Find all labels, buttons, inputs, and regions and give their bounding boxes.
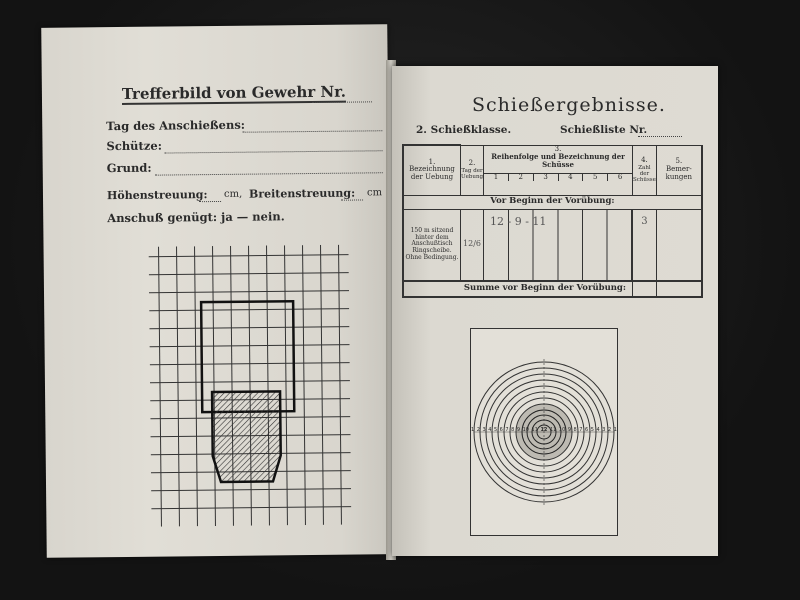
grid-target-diagram	[149, 245, 352, 527]
col5-num: 5.	[675, 157, 683, 166]
field-schuetze: Schütze:	[106, 138, 162, 154]
col5-header	[656, 145, 702, 195]
sum-remarks[interactable]	[656, 281, 702, 297]
hoehenstreuung-label: Höhenstreuung:	[106, 188, 208, 203]
scale-mark: 9	[567, 427, 571, 433]
sum-label: Summe vor Beginn der Vorübung:	[403, 281, 633, 297]
field-tag-line[interactable]	[242, 130, 382, 132]
shot-num-5: 5	[583, 174, 608, 182]
scale-mark: 2	[476, 427, 480, 433]
right-page-title: Schießergebnisse.	[472, 94, 666, 116]
col3-label: Reihenfolge und Bezeichnung der Schüsse	[491, 152, 625, 169]
entry-shots[interactable]: 12 - 9 - 11	[484, 209, 633, 281]
scale-mark: 6	[499, 427, 503, 433]
shot-num-6: 6	[617, 172, 623, 181]
scale-mark: 6	[585, 427, 589, 433]
shot-num-4: 4	[559, 174, 584, 182]
col1-header	[403, 145, 461, 195]
col2-num: 2.	[468, 159, 476, 168]
scale-mark-center: 12	[540, 427, 548, 433]
sum-count[interactable]	[633, 281, 657, 297]
scale-mark: 4	[488, 427, 492, 433]
scale-mark: 1	[471, 427, 475, 433]
scale-mark: 8	[511, 427, 515, 433]
scale-mark: 8	[573, 427, 577, 433]
scale-mark: 4	[596, 427, 600, 433]
col1-num: 1.	[428, 157, 436, 166]
ring-target-box	[470, 328, 618, 536]
entry-date[interactable]: 12/6	[461, 209, 484, 281]
col3-header	[484, 145, 633, 195]
ring-scale	[471, 427, 617, 433]
schiessliste-line[interactable]	[638, 136, 682, 137]
scale-mark: 1	[613, 427, 617, 433]
results-table	[402, 144, 703, 298]
col2-header	[461, 145, 484, 195]
field-schuetze-line[interactable]	[165, 150, 383, 153]
breitenstreuung-label: Breitenstreuung:	[248, 186, 356, 201]
scale-mark: 3	[482, 427, 486, 433]
entry-count[interactable]: 3	[633, 209, 657, 281]
shot-num-3: 3	[534, 174, 559, 182]
scale-mark: 10	[558, 427, 566, 433]
scale-mark: 9	[516, 427, 521, 433]
scale-mark: 10	[522, 427, 529, 433]
shot-num-1: 1	[484, 174, 509, 182]
hatched-zone	[212, 391, 281, 482]
left-page	[41, 24, 393, 558]
col1-label: Bezeichnung der Uebung	[409, 165, 455, 182]
scale-mark: 11	[531, 427, 538, 433]
unit-cm-2: cm	[366, 187, 383, 199]
unit-cm-1: cm,	[223, 188, 243, 200]
schiessklasse-label: 2. Schießklasse.	[416, 124, 512, 136]
scale-mark: 5	[590, 427, 594, 433]
section-header: Vor Beginn der Vorübung:	[403, 195, 702, 209]
field-tag: Tag des Anschießens:	[106, 117, 246, 134]
field-grund: Grund:	[106, 160, 152, 176]
entry-remarks[interactable]	[656, 209, 702, 281]
shot-num-2: 2	[509, 174, 534, 182]
hoehenstreuung-line[interactable]	[199, 201, 221, 202]
schiessliste-label: Schießliste Nr.	[560, 124, 648, 136]
anschuss-label: Anschuß genügt: ja — nein.	[107, 209, 285, 226]
right-page	[392, 66, 718, 556]
scale-mark: 5	[493, 427, 498, 433]
col5-label: Bemer-kungen	[665, 165, 693, 181]
col4-num: 4.	[641, 156, 648, 165]
col4-header	[633, 145, 657, 195]
col3-num: 3.	[554, 144, 562, 153]
field-grund-line[interactable]	[155, 172, 383, 175]
scale-mark: 7	[505, 427, 509, 433]
col2-label: Tag der Uebung	[461, 167, 484, 180]
scale-mark: 2	[607, 427, 612, 433]
breitenstreuung-line[interactable]	[341, 199, 363, 200]
left-page-title: Trefferbild von Gewehr Nr.	[121, 82, 347, 103]
shot-number-row	[484, 173, 632, 182]
scale-mark: 7	[579, 427, 583, 433]
scale-mark: 3	[602, 427, 606, 433]
scale-mark: 11	[549, 427, 557, 433]
exercise-cell: 150 m sitzend hinter dem Anschußtisch Ringscheibe. Ohne Bedingung.	[403, 209, 461, 281]
col4-label: Zahl der Schüsse	[633, 164, 656, 183]
gewehr-nr-line[interactable]	[312, 101, 372, 103]
